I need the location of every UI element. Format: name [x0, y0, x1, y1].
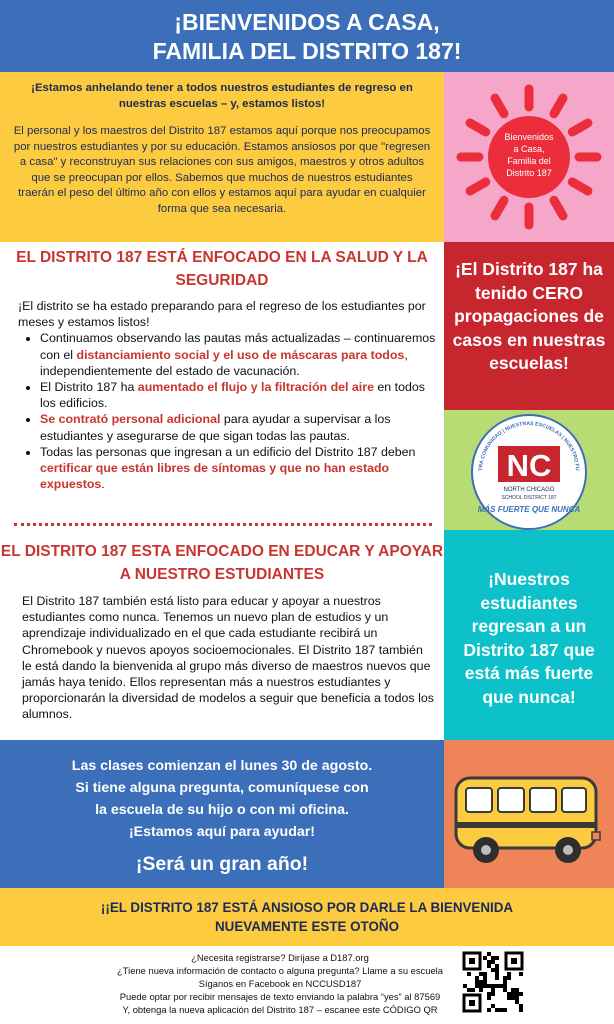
bullet-text: en todos los edificios. [40, 380, 425, 411]
sun-text-3: Familia del [507, 156, 551, 166]
bullet-text: Todas las personas que ingresan a un edificio del Distrito 187 deben [40, 444, 416, 459]
logo-letters: NC [506, 448, 552, 483]
sun-text-2: a Casa, [513, 144, 545, 154]
list-item [40, 444, 438, 493]
section-1-intro: ¡El distrito se ha estado preparando para el regreso de los estudiantes por meses y estamos listos! [18, 299, 426, 330]
page-header [0, 0, 614, 72]
band-line-1: ¡¡EL DISTRITO 187 ESTÁ ANSIOSO POR DARLE LA BIENVENIDA [100, 900, 514, 915]
welcome-band [0, 888, 614, 946]
sun-ray [572, 182, 588, 191]
section-1-title: EL DISTRITO 187 ESTÁ ENFOCADO EN LA SALUD Y LA SEGURIDAD [16, 249, 428, 289]
logo-line-2: SCHOOL DISTRICT 187 [501, 495, 557, 501]
bullet-text: , independientemente del estado de vacunación. [40, 347, 408, 378]
sun-text-4: Distrito 187 [506, 168, 552, 178]
footer-line-4: Puede optar por recibir mensajes de texto enviando la palabra “yes” al 87569 [119, 991, 441, 1002]
announcement-line-3: la escuela de su hijo o con mi oficina. [95, 802, 349, 818]
district-logo-panel [444, 410, 614, 530]
intro-panel [0, 72, 444, 242]
section-2-body: El Distrito 187 también está listo para educar y apoyar a nuestros estudiantes como nunca. Tenemos un nuevo plan de estudios y un aprendizaje individualizado en el que cada estudiante recibirá un Chromebook y nuevos apoyos socioemocionales. El Distrito 187 también le está dando la bienvenida al grupo más diverso de maestros nuevos que jamás haya tenido. Ellos representan más a nuestros estudiantes y proporcionarán la diversidad de modelos a seguir que beneficia a todos los alumnos. [22, 594, 434, 722]
section-1-body [18, 298, 438, 492]
sun-ray [470, 182, 486, 191]
bullet-text: para ayudar a supervisar a los estudiantes y asegurarse de que sigan todas las pautas. [40, 412, 391, 443]
district-logo [444, 410, 614, 530]
logo-ring-text: TRA COMUNIDAD | NUESTRAS ESCUELAS | NUESTRO FU [477, 420, 581, 472]
sun-ray [495, 200, 504, 216]
footer-line-1: ¿Necesita registrarse? Diríjase a D187.org [191, 952, 369, 963]
footer-line-3: Síganos en Facebook en NCCUSD187 [198, 978, 362, 989]
footer-text [60, 951, 500, 1016]
dotted-divider [14, 523, 432, 526]
sun-ray [554, 98, 563, 114]
intro-lead: ¡Estamos anhelando tener a todos nuestros estudiantes de regreso en nuestras escuelas – y, estamos listos! [31, 82, 413, 110]
logo-tagline: MÁS FUERTE QUE NUNCA [477, 505, 581, 514]
bullet-highlight: Se contrató personal adicional [40, 412, 221, 427]
zero-cases-panel: ¡El Distrito 187 ha tenido CERO propagaciones de casos en nuestras escuelas! [444, 242, 614, 410]
school-bus-icon [444, 740, 614, 888]
footer-line-2: ¿Tiene nueva información de contacto o alguna pregunta? Llame a su escuela [117, 965, 443, 976]
logo-line-1: NORTH CHICAGO [503, 487, 555, 493]
stronger-panel: ¡Nuestros estudiantes regresan a un Distrito 187 que está más fuerte que nunca! [444, 530, 614, 740]
footer-line-5: Y, obtenga la nueva aplicación del Distrito 187 – escanee este CÓDIGO QR [122, 1004, 438, 1015]
bullet-highlight: certificar que están libres de síntomas y que no han estado expuestos [40, 461, 390, 492]
announcement-line-2: Si tiene alguna pregunta, comuníquese con [75, 780, 369, 796]
bullet-text: . [101, 477, 105, 492]
bullet-text: Continuamos observando las pautas más actualizadas – continuaremos con el [40, 331, 436, 362]
sun-panel [444, 72, 614, 242]
safety-list [18, 330, 438, 492]
bullet-highlight: distanciamiento social y el uso de máscaras para todos [76, 347, 405, 362]
section-2-title: EL DISTRITO 187 ESTA ENFOCADO EN EDUCAR Y APOYAR A NUESTRO ESTUDIANTES [0, 543, 444, 583]
announcement-big: ¡Será un gran año! [135, 853, 309, 875]
qr-code-icon[interactable] [462, 951, 524, 1013]
sun-ray [554, 200, 563, 216]
list-item [40, 379, 438, 411]
sun-text-1: Bienvenidos [504, 132, 554, 142]
sun-icon [444, 72, 614, 242]
sun-ray [495, 98, 504, 114]
sun-ray [572, 123, 588, 132]
announcement-line-1: Las clases comienzan el lunes 30 de agosto. [71, 758, 373, 774]
bullet-text: El Distrito 187 ha [40, 380, 138, 395]
intro-paragraph: El personal y los maestros del Distrito 187 estamos aquí porque nos preocupamos por nuestros estudiantes y por su educación. Estamos ansiosos por que "regresen a casa" y reconstruyan sus relaciones con sus amigos, maestros y otros adultos que se preocupan por ellos. Sabemos que muchos de nuestros estudiantes traerán el peso del último año con ellos y estamos aquí para ayudar en cualquier forma que sea necesaria. [13, 125, 431, 215]
bullet-highlight: aumentado el flujo y la filtración del aire [137, 380, 374, 395]
header-line-1: ¡BIENVENIDOS A CASA, [174, 9, 440, 35]
announcement-panel [0, 740, 444, 888]
header-line-2: FAMILIA DEL DISTRITO 187! [152, 38, 462, 64]
announcement-line-4: ¡Estamos aquí para ayudar! [128, 824, 316, 840]
list-item [40, 330, 438, 379]
list-item [40, 411, 438, 443]
sun-ray [470, 123, 486, 132]
band-line-2: NUEVAMENTE ESTE OTOÑO [214, 919, 400, 934]
bus-panel [444, 740, 614, 888]
